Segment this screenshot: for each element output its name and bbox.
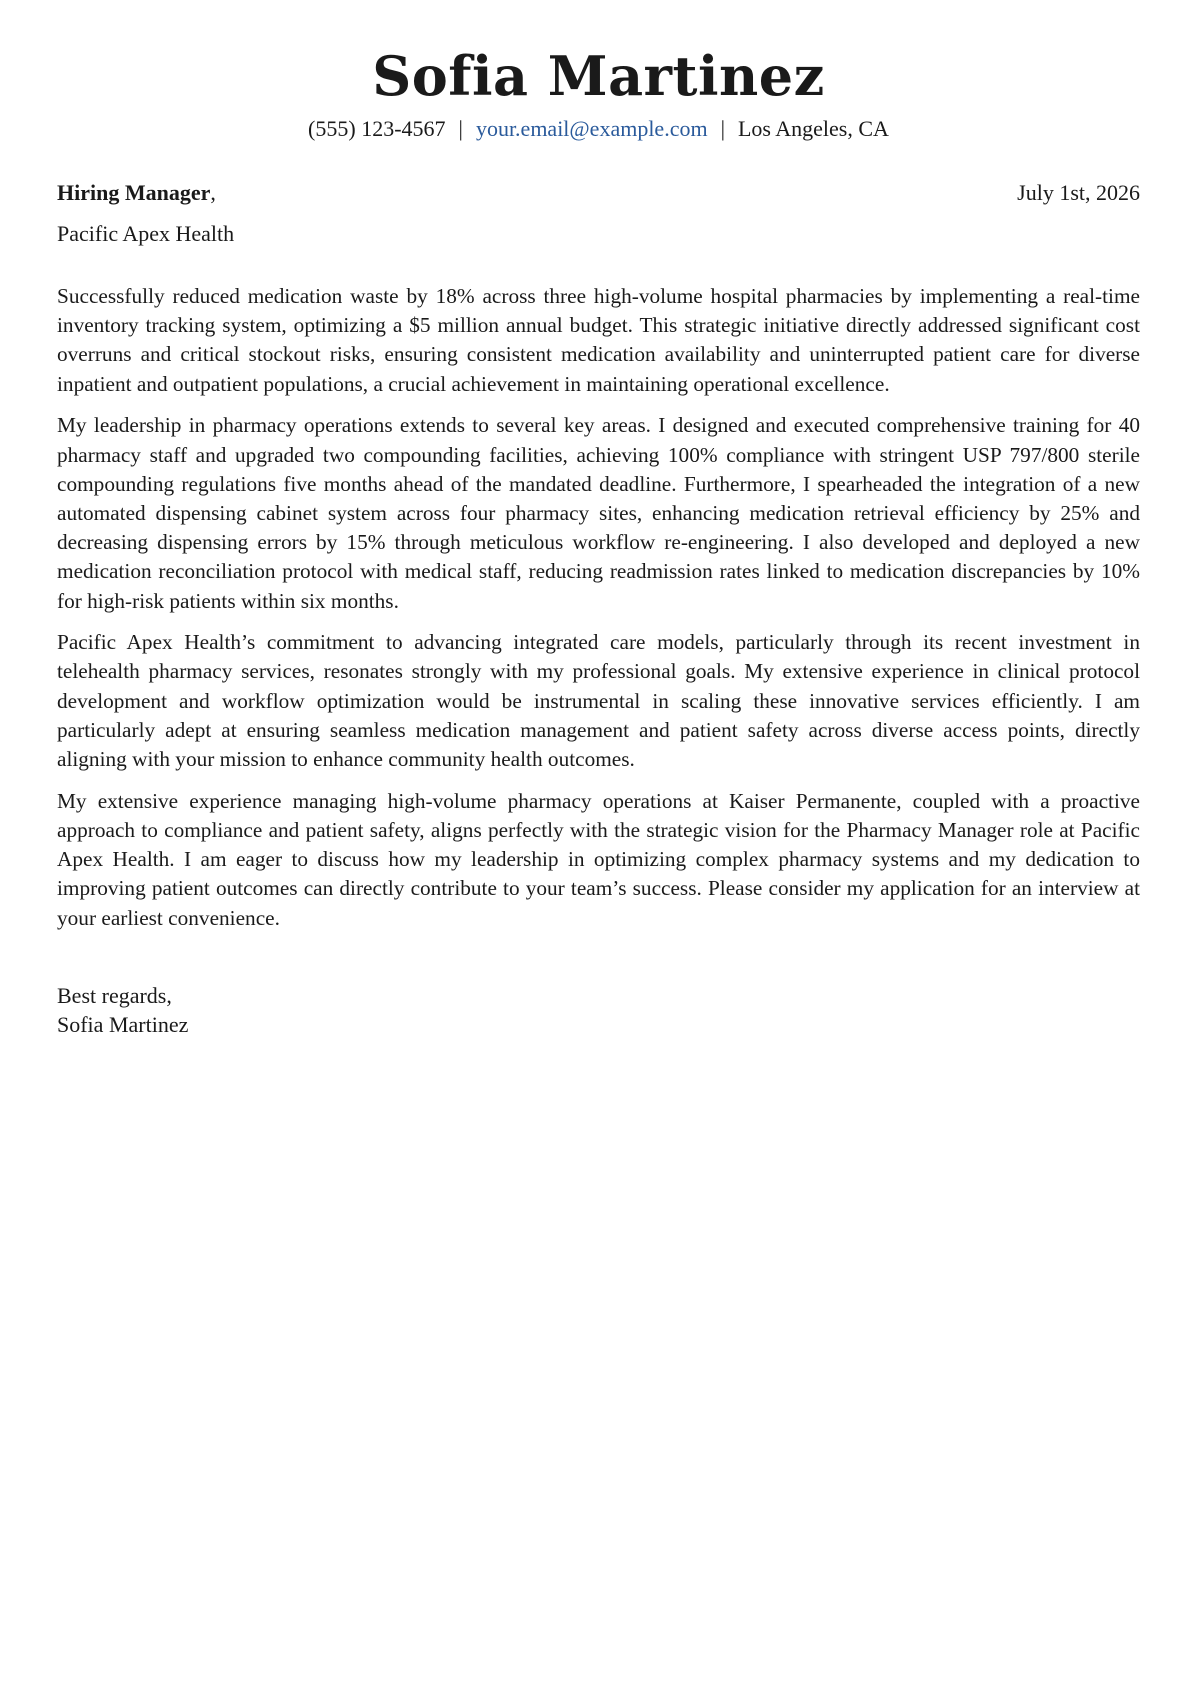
phone-number: (555) 123-4567 (308, 116, 446, 141)
body-paragraph: My leadership in pharmacy operations extends to several key areas. I designed and executed comprehensive training for 40 pharmacy staff and upgraded two compounding facilities, achieving 100% compliance with stringent USP 797/800 sterile compounding regulations five months ahead of the mandated deadline. Furthermore, I spearheaded the integration of a new automated dispensing cabinet system across four pharmacy sites, enhancing medication retrieval efficiency by 25% and decreasing dispensing errors by 15% through meticulous workflow re-engineering. I also developed and deployed a new medication reconciliation protocol with medical staff, reducing readmission rates linked to medication discrepancies by 10% for high-risk patients within six months. (57, 413, 1140, 613)
letter-date: July 1st, 2026 (1017, 180, 1140, 205)
body-paragraph: My extensive experience managing high-volume pharmacy operations at Kaiser Permanente, coupled with a proactive approach to compliance and patient safety, aligns perfectly with the strategic vision for the Pharmacy Manager role at Pacific Apex Health. I am eager to discuss how my leadership in optimizing complex pharmacy systems and my dedication to improving patient outcomes can directly contribute to your team’s success. Please consider my application for an interview at your earliest convenience. (57, 788, 1140, 930)
letter-closing (57, 981, 188, 1039)
body-paragraph: Successfully reduced medication waste by 18% across three high-volume hospital pharmacies by implementing a real-time inventory tracking system, optimizing a $5 million annual budget. This strategic initiative directly addressed significant cost overruns and critical stockout risks, ensuring consistent medication availability and uninterrupted patient care for diverse inpatient and outpatient populations, a crucial achievement in maintaining operational excellence. (57, 284, 1140, 396)
closing-salutation: Best regards, (57, 983, 172, 1008)
contact-line (57, 114, 1140, 144)
contact-separator: | (720, 116, 725, 141)
contact-separator: | (458, 116, 463, 141)
body-paragraph: Pacific Apex Health’s commitment to advancing integrated care models, particularly through its recent investment in telehealth pharmacy services, resonates strongly with my professional goals. My extensive experience in clinical protocol development and workflow optimization would be instrumental in scaling these innovative services efficiently. I am particularly adept at ensuring seamless medication management and patient safety across diverse access points, directly aligning with your mission to enhance community health outcomes. (57, 630, 1140, 772)
applicant-name: Sofia Martinez (372, 44, 825, 108)
letter-body (57, 282, 1140, 945)
closing-signature: Sofia Martinez (57, 1012, 189, 1037)
greeting (57, 180, 216, 205)
greeting-name: Hiring Manager (57, 180, 211, 205)
location: Los Angeles, CA (737, 116, 889, 141)
email-link[interactable]: your.email@example.com (475, 116, 708, 141)
recipient-line (57, 178, 1140, 208)
recipient-company: Pacific Apex Health (57, 221, 235, 246)
greeting-punctuation: , (210, 180, 216, 205)
